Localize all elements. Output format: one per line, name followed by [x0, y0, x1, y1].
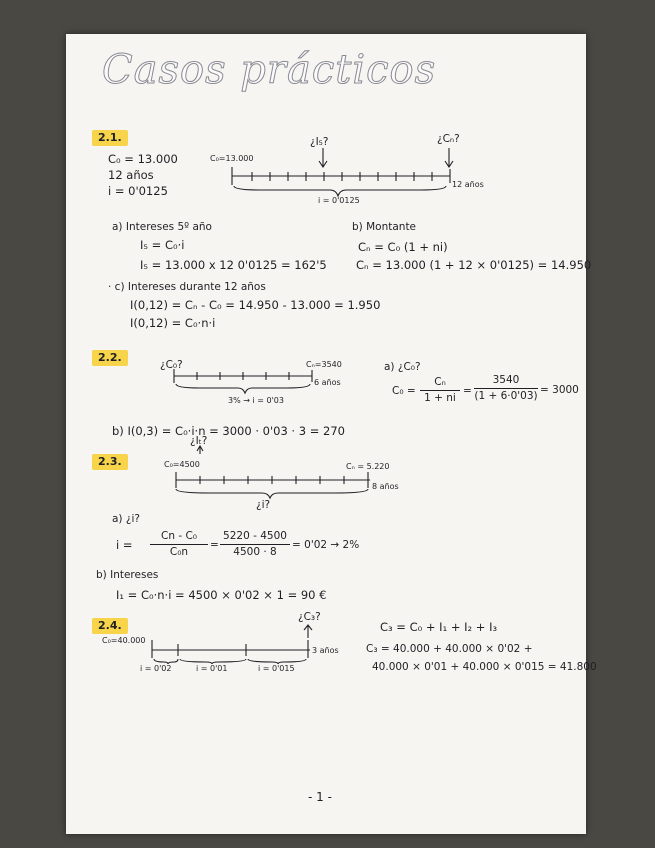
given-c0: C₀ = 13.000 [108, 152, 178, 166]
part-a-formula-2: I₅ = 13.000 x 12 0'0125 = 162'5 [140, 258, 327, 272]
timeline-is-label: ¿I₅? [310, 136, 329, 148]
timeline-rate-3: i = 0'015 [258, 664, 295, 673]
part-b-label-2-3: b) Intereses [96, 569, 159, 581]
timeline-end-label: 12 años [452, 180, 484, 189]
part-a-formula-1: I₅ = C₀·i [140, 238, 185, 252]
timeline-end-label-2-4: 3 años [312, 646, 339, 655]
timeline-c0-label-2-2: ¿C₀? [160, 359, 183, 371]
timeline-c0-label-2-4: C₀=40.000 [102, 636, 146, 645]
part-a-label-2-3: a) ¿i? [112, 513, 140, 525]
timeline-cn-label-2-2: Cₙ=3540 [306, 360, 342, 369]
fraction-numerator: Cₙ [420, 376, 460, 391]
part-a-label-2-2: a) ¿C₀? [384, 361, 421, 373]
given-years: 12 años [108, 168, 154, 182]
fraction-numerator: 3540 [474, 374, 538, 389]
fraction-denominator: 4500 · 8 [233, 546, 277, 558]
fraction-denominator: 1 + ni [424, 392, 456, 404]
section-tag-2-1: 2.1. [92, 130, 128, 146]
timeline-it-label: ¿Iₜ? [190, 435, 208, 447]
timeline-end-label-2-3: 8 años [372, 482, 399, 491]
part-a-lhs-2-2: C₀ = [392, 385, 416, 397]
part-b-formula-2-3: I₁ = C₀·n·i = 4500 × 0'02 × 1 = 90 € [116, 588, 327, 602]
timeline-c3-label: ¿C₃? [298, 611, 321, 623]
part-a-result-2-3: = 0'02 → 2% [292, 539, 360, 551]
timeline-i-label-2-3: ¿i? [256, 499, 271, 511]
fraction-numerator: Cn - C₀ [150, 530, 208, 545]
section-tag-2-4: 2.4. [92, 618, 128, 634]
timeline-rate-label-2-2: 3% → i = 0'03 [228, 396, 284, 405]
fraction-denominator: (1 + 6·0'03) [474, 390, 538, 402]
timeline-cn-label-2-3: Cₙ = 5.220 [346, 462, 390, 471]
section-tag-2-2: 2.2. [92, 350, 128, 366]
part-a-result-2-2: = 3000 [540, 384, 579, 396]
equals-sign: = [210, 539, 219, 551]
equals-sign: = [463, 385, 472, 397]
timeline-c0-label: C₀=13.000 [210, 154, 254, 163]
part-a-lhs-2-3: i = [116, 538, 133, 552]
part-b-formula-2-2: b) I(0,3) = C₀·i·n = 3000 · 0'03 · 3 = 270 [112, 424, 345, 438]
fraction-values-2-3 [220, 530, 290, 559]
formula-2-4-line-1: C₃ = C₀ + I₁ + I₂ + I₃ [380, 620, 498, 634]
fraction-denominator: C₀n [169, 546, 189, 558]
section-tag-2-3: 2.3. [92, 454, 128, 470]
formula-2-4-line-2: C₃ = 40.000 + 40.000 × 0'02 + [366, 643, 533, 655]
part-c-formula-2: I(0,12) = C₀·n·i [130, 316, 216, 330]
part-a-label: a) Intereses 5º año [112, 221, 212, 233]
given-rate: i = 0'0125 [108, 184, 168, 198]
timeline-c0-label-2-3: C₀=4500 [164, 460, 200, 469]
part-b-formula-1: Cₙ = C₀ (1 + ni) [358, 240, 448, 254]
part-b-label: b) Montante [352, 221, 417, 233]
timeline-rate-label: i = 0'0125 [318, 196, 360, 205]
part-c-formula-1: I(0,12) = Cₙ - C₀ = 14.950 - 13.000 = 1.950 [130, 298, 381, 312]
part-b-formula-2: Cₙ = 13.000 (1 + 12 × 0'0125) = 14.950 [356, 258, 592, 272]
timeline-end-label-2-2: 6 años [314, 378, 341, 387]
timeline-rate-2: i = 0'01 [196, 664, 228, 673]
fraction-numerator: 5220 - 4500 [220, 530, 290, 545]
part-c-label: · c) Intereses durante 12 años [108, 281, 266, 293]
timeline-rate-1: i = 0'02 [140, 664, 172, 673]
page-title: Casos prácticos [102, 47, 437, 93]
fraction-cn-over-1ni [420, 376, 460, 405]
timeline-cn-label: ¿Cₙ? [437, 133, 460, 145]
fraction-values-2-2 [474, 374, 538, 403]
page-number: - 1 - [308, 790, 332, 804]
formula-2-4-line-3: 40.000 × 0'01 + 40.000 × 0'015 = 41.800 [372, 661, 597, 673]
fraction-formula-2-3 [150, 530, 208, 559]
